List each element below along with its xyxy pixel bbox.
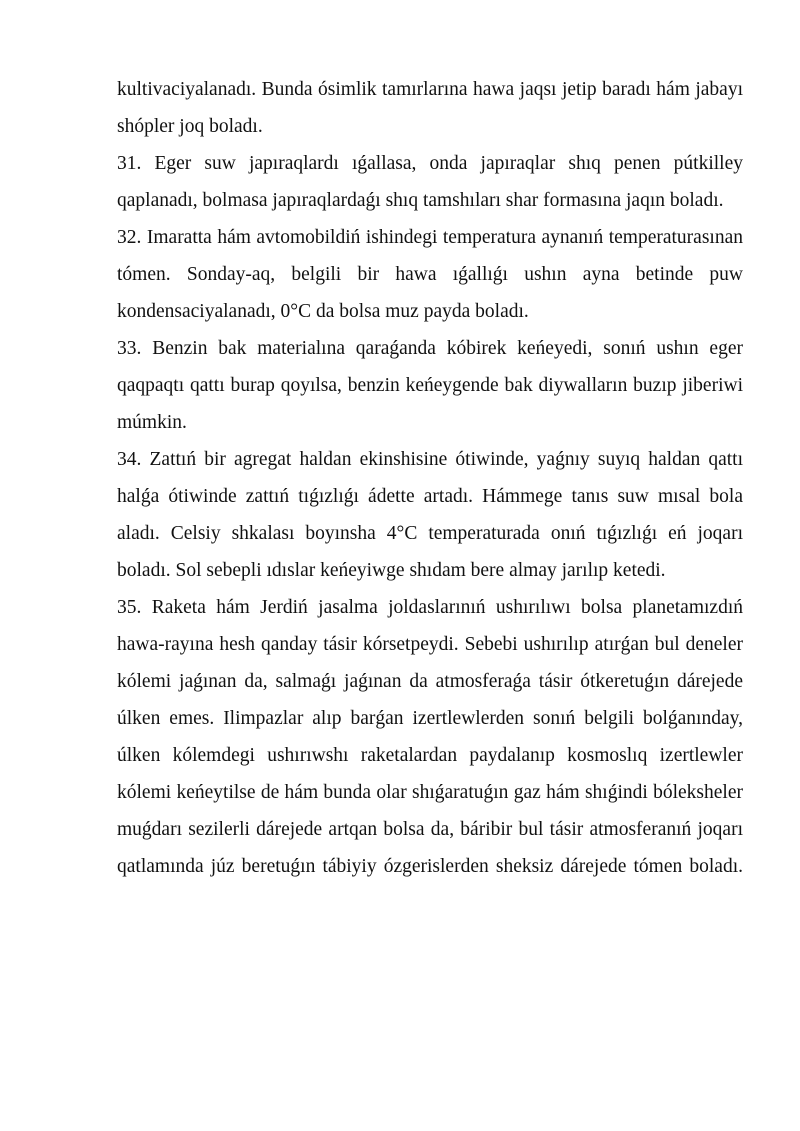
- document-page: [117, 71, 743, 885]
- paragraph-32: 32. Imaratta hám avtomobildiń ishindegi temperatura aynanıń temperaturasınan tómen. Sonday-aq, belgili bir hawa ıǵallıǵı ushın ayna betinde puw kondensaciyalanadı, 0°C da bolsa muz payda boladı.: [117, 227, 743, 322]
- paragraph-31: 31. Eger suw japıraqlardı ıǵallasa, onda japıraqlar shıq penen pútkilley qaplanadı, bolmasa japıraqlardaǵı shıq tamshıları shar formasına jaqın boladı.: [117, 153, 743, 211]
- paragraph-intro: kultivaciyalanadı. Bunda ósimlik tamırlarına hawa jaqsı jetip baradı hám jabayı shópler joq boladı.: [117, 79, 743, 137]
- paragraph-35: 35. Raketa hám Jerdiń jasalma joldaslarınıń ushırılıwı bolsa planetamızdıń hawa-rayına hesh qanday tásir kórsetpeydi. Sebebi ushırılıp atırǵan bul deneler kólemi jaǵınan da, salmaǵı jaǵınan da atmosferaǵa tásir ótkeretuǵın dárejede úlken emes. Ilimpazlar alıp barǵan izertlewlerden sonıń belgili bolǵanınday, úlken kólemdegi ushırıwshı raketalardan paydalanıp kosmoslıq izertlewler kólemi keńeytilse de hám bunda olar shıǵaratuǵın gaz hám shıǵindi bóleksheler muǵdarı sezilerli dárejede artqan bolsa da, báribir bul tásir atmosferanıń joqarı qatlamında júz beretuǵın tábiyiy ózgerislerden sheksiz dárejede tómen boladı.: [117, 597, 743, 877]
- paragraph-33: 33. Benzin bak materialına qaraǵanda kóbirek keńeyedi, sonıń ushın eger qaqpaqtı qattı burap qoyılsa, benzin keńeygende bak diywalların buzıp jiberiwi múmkin.: [117, 338, 743, 433]
- paragraph-34: 34. Zattıń bir agregat haldan ekinshisine ótiwinde, yaǵnıy suyıq haldan qattı halǵa ótiwinde zattıń tıǵızlıǵı ádette artadı. Hámmege tanıs suw mısal bola aladı. Celsiy shkalası boyınsha 4°C temperaturada onıń tıǵızlıǵı eń joqarı boladı. Sol sebepli ıdıslar keńeyiwge shıdam bere almay jarılıp ketedi.: [117, 449, 743, 581]
